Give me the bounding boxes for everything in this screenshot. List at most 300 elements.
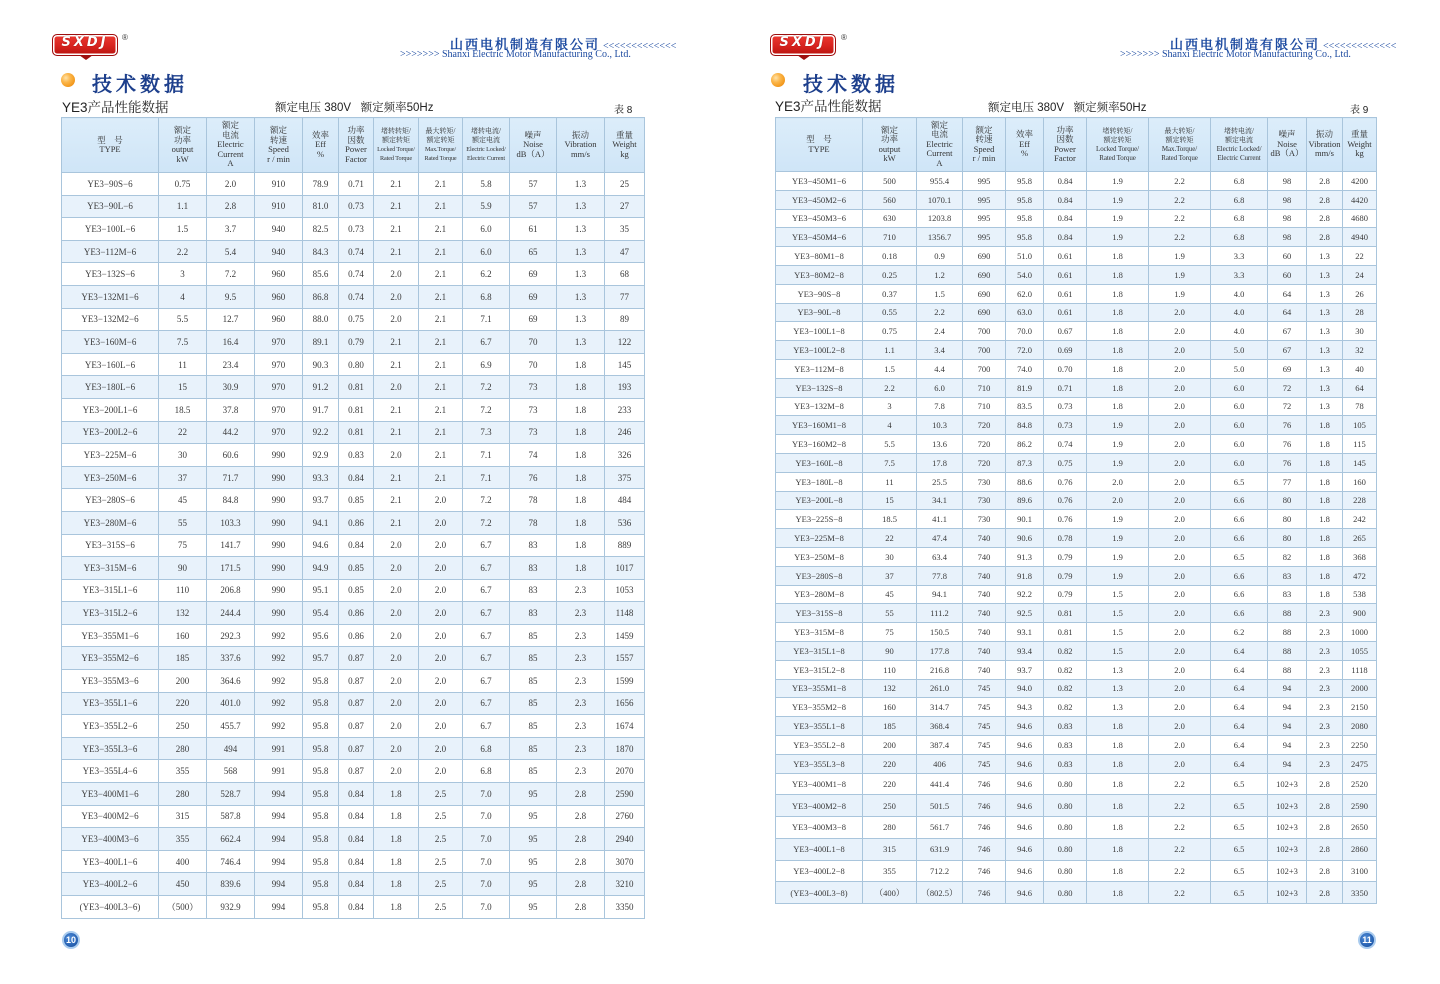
cell-output: 2.2 <box>159 240 207 263</box>
cell-speed: 746 <box>963 882 1006 904</box>
table-row <box>62 647 645 670</box>
cell-speed: 746 <box>963 817 1006 839</box>
header-line: 功率 <box>1056 124 1074 135</box>
cell-type: YE3−160L−6 <box>62 353 159 376</box>
cell-locked-current-ratio: 3.3 <box>1211 247 1268 266</box>
cell-weight: 64 <box>1343 378 1377 397</box>
cell-weight: 2250 <box>1343 735 1377 754</box>
cell-vibration: 2.8 <box>557 873 605 896</box>
cell-vibration: 1.8 <box>1307 453 1343 472</box>
cell-locked-current-ratio: 6.2 <box>463 263 510 286</box>
cell-current: 17.8 <box>917 453 963 472</box>
cell-power-factor: 0.76 <box>1044 472 1087 491</box>
cell-locked-torque-ratio: 2.0 <box>1087 491 1149 510</box>
cell-noise: 83 <box>510 534 557 557</box>
cell-vibration: 1.8 <box>1307 529 1343 548</box>
cell-output: 355 <box>863 860 917 882</box>
cell-efficiency: 70.0 <box>1006 322 1044 341</box>
cell-current: 368.4 <box>917 717 963 736</box>
header-line: 最大转矩/ <box>1164 126 1195 135</box>
table-number: 表 9 <box>1350 105 1369 116</box>
cell-vibration: 2.8 <box>1307 172 1343 191</box>
cell-power-factor: 0.84 <box>1044 190 1087 209</box>
header-line: Max.Torque/ <box>425 146 456 153</box>
company-name-en-text: Shanxi Electric Motor Manufacturing Co., Ltd. <box>441 49 631 60</box>
cell-current: 16.4 <box>207 331 255 354</box>
cell-efficiency: 94.6 <box>1006 860 1044 882</box>
cell-vibration: 1.8 <box>557 466 605 489</box>
cell-noise: 73 <box>510 421 557 444</box>
cell-efficiency: 94.6 <box>1006 717 1044 736</box>
cell-current: 2.8 <box>207 195 255 218</box>
company-name-en <box>1120 49 1351 60</box>
table-row <box>776 453 1377 472</box>
cell-locked-current-ratio: 6.8 <box>463 760 510 783</box>
cell-vibration: 1.8 <box>557 444 605 467</box>
cell-max-torque-ratio: 2.0 <box>419 715 463 738</box>
cell-power-factor: 0.84 <box>339 805 374 828</box>
cell-power-factor: 0.84 <box>339 534 374 557</box>
cell-max-torque-ratio: 2.1 <box>419 195 463 218</box>
cell-efficiency: 95.7 <box>303 647 339 670</box>
table-subtitle: YE3产品性能数据 <box>775 99 882 114</box>
cell-efficiency: 94.6 <box>1006 773 1044 795</box>
cell-type: YE3−355M3−6 <box>62 670 159 693</box>
cell-current: 7.2 <box>207 263 255 286</box>
cell-power-factor: 0.80 <box>1044 838 1087 860</box>
cell-power-factor: 0.83 <box>1044 717 1087 736</box>
table-row <box>776 717 1377 736</box>
cell-speed: 990 <box>255 602 303 625</box>
cell-output: 1.5 <box>863 359 917 378</box>
cell-locked-current-ratio: 6.8 <box>1211 228 1268 247</box>
cell-locked-torque-ratio: 1.5 <box>1087 623 1149 642</box>
cell-efficiency: 89.1 <box>303 331 339 354</box>
cell-max-torque-ratio: 2.0 <box>1149 416 1211 435</box>
cell-current: 746.4 <box>207 850 255 873</box>
cell-power-factor: 0.61 <box>1044 284 1087 303</box>
cell-type: YE3−355M1−8 <box>776 679 863 698</box>
cell-output: 45 <box>159 489 207 512</box>
cell-type: YE3−250M−8 <box>776 547 863 566</box>
cell-output: 0.37 <box>863 284 917 303</box>
header-line: dB（A） <box>1270 148 1304 159</box>
table-row <box>776 679 1377 698</box>
cell-speed: 960 <box>255 285 303 308</box>
cell-speed: 730 <box>963 491 1006 510</box>
cell-noise: 98 <box>1268 190 1307 209</box>
cell-current: 955.4 <box>917 172 963 191</box>
cell-locked-torque-ratio: 1.8 <box>1087 359 1149 378</box>
cell-power-factor: 0.80 <box>1044 817 1087 839</box>
cell-output: 75 <box>863 623 917 642</box>
cell-speed: 745 <box>963 754 1006 773</box>
cell-max-torque-ratio: 2.2 <box>1149 190 1211 209</box>
header-line: 振动 <box>571 129 589 140</box>
cell-vibration: 1.3 <box>1307 247 1343 266</box>
cell-locked-current-ratio: 6.4 <box>1211 641 1268 660</box>
cell-output: 185 <box>159 647 207 670</box>
cell-locked-current-ratio: 6.7 <box>463 670 510 693</box>
cell-weight: 40 <box>1343 359 1377 378</box>
cell-locked-torque-ratio: 1.8 <box>374 828 419 851</box>
cell-weight: 368 <box>1343 547 1377 566</box>
cell-speed: 940 <box>255 240 303 263</box>
cell-vibration: 1.3 <box>557 218 605 241</box>
cell-locked-current-ratio: 4.0 <box>1211 322 1268 341</box>
cell-current: 3.7 <box>207 218 255 241</box>
cell-speed: 994 <box>255 828 303 851</box>
cell-output: 1.1 <box>159 195 207 218</box>
cell-locked-torque-ratio: 1.9 <box>1087 453 1149 472</box>
cell-noise: 85 <box>510 692 557 715</box>
cell-locked-current-ratio: 7.0 <box>463 805 510 828</box>
cell-weight: 32 <box>1343 341 1377 360</box>
header-line: 额定 <box>975 124 993 135</box>
cell-vibration: 2.8 <box>1307 190 1343 209</box>
cell-vibration: 2.8 <box>557 896 605 919</box>
cell-locked-torque-ratio: 2.1 <box>374 218 419 241</box>
header-efficiency <box>1006 118 1044 172</box>
cell-locked-torque-ratio: 2.1 <box>374 489 419 512</box>
cell-speed: 730 <box>963 472 1006 491</box>
table-row <box>776 795 1377 817</box>
cell-current: 561.7 <box>917 817 963 839</box>
cell-efficiency: 90.6 <box>1006 529 1044 548</box>
cell-power-factor: 0.78 <box>1044 529 1087 548</box>
cell-noise: 85 <box>510 737 557 760</box>
cell-locked-current-ratio: 6.0 <box>1211 435 1268 454</box>
cell-speed: 745 <box>963 679 1006 698</box>
cell-weight: 28 <box>1343 303 1377 322</box>
cell-power-factor: 0.84 <box>339 873 374 896</box>
cell-locked-current-ratio: 6.4 <box>1211 660 1268 679</box>
cell-weight: 2860 <box>1343 838 1377 860</box>
cell-vibration: 1.3 <box>1307 284 1343 303</box>
logo-text: SXDJ <box>779 35 827 50</box>
cell-output: 0.55 <box>863 303 917 322</box>
header-line: 堵转转矩/ <box>381 127 411 135</box>
cell-noise: 95 <box>510 805 557 828</box>
cell-power-factor: 0.84 <box>339 850 374 873</box>
cell-noise: 73 <box>510 376 557 399</box>
cell-max-torque-ratio: 2.1 <box>419 285 463 308</box>
page-number: 11 <box>1362 935 1372 945</box>
cell-vibration: 1.3 <box>1307 378 1343 397</box>
cell-locked-current-ratio: 7.0 <box>463 850 510 873</box>
header-locked-torque-ratio <box>374 118 419 173</box>
cell-type: YE3−450M4−6 <box>776 228 863 247</box>
cell-noise: 85 <box>510 715 557 738</box>
cell-output: 7.5 <box>863 453 917 472</box>
cell-efficiency: 92.2 <box>303 421 339 444</box>
cell-locked-torque-ratio: 2.0 <box>374 670 419 693</box>
cell-locked-torque-ratio: 1.8 <box>1087 754 1149 773</box>
cell-power-factor: 0.82 <box>1044 641 1087 660</box>
cell-output: 220 <box>863 754 917 773</box>
header-line: 堵转电流/ <box>1224 126 1254 135</box>
cell-weight: 25 <box>605 173 645 196</box>
cell-locked-torque-ratio: 1.8 <box>1087 773 1149 795</box>
cell-weight: 3350 <box>605 896 645 919</box>
cell-locked-torque-ratio: 1.5 <box>1087 641 1149 660</box>
cell-output: 5.5 <box>159 308 207 331</box>
cell-weight: 1870 <box>605 737 645 760</box>
cell-vibration: 1.8 <box>557 398 605 421</box>
cell-type: YE3−315L2−8 <box>776 660 863 679</box>
table-row <box>62 173 645 196</box>
cell-speed: 746 <box>963 860 1006 882</box>
cell-max-torque-ratio: 2.0 <box>419 579 463 602</box>
header-line: 噪声 <box>524 129 542 140</box>
table-row <box>776 604 1377 623</box>
cell-noise: 80 <box>1268 529 1307 548</box>
cell-locked-torque-ratio: 2.0 <box>374 579 419 602</box>
cell-vibration: 1.3 <box>557 173 605 196</box>
table-row <box>62 195 645 218</box>
cell-current: 10.3 <box>917 416 963 435</box>
table-row <box>62 444 645 467</box>
cell-locked-current-ratio: 7.2 <box>463 376 510 399</box>
cell-efficiency: 95.8 <box>303 850 339 873</box>
header-line: 功率 <box>880 134 898 144</box>
header-noise <box>510 118 557 173</box>
cell-power-factor: 0.71 <box>339 173 374 196</box>
cell-power-factor: 0.81 <box>1044 623 1087 642</box>
cell-speed: 994 <box>255 783 303 806</box>
cell-type: YE3−450M3−6 <box>776 209 863 228</box>
table-row <box>776 510 1377 529</box>
cell-noise: 88 <box>1268 660 1307 679</box>
cell-noise: 69 <box>510 285 557 308</box>
table-row <box>62 896 645 919</box>
cell-max-torque-ratio: 2.0 <box>419 534 463 557</box>
cell-max-torque-ratio: 2.0 <box>1149 472 1211 491</box>
header-line: r / min <box>267 153 290 164</box>
cell-power-factor: 0.87 <box>339 715 374 738</box>
cell-speed: 746 <box>963 773 1006 795</box>
header-line: 额定电流 <box>1225 135 1253 144</box>
cell-power-factor: 0.74 <box>339 263 374 286</box>
cell-type: YE3−355L1−8 <box>776 717 863 736</box>
cell-power-factor: 0.80 <box>1044 860 1087 882</box>
cell-noise: 80 <box>1268 491 1307 510</box>
header-line: output <box>878 143 901 154</box>
cell-speed: 740 <box>963 623 1006 642</box>
header-line: Weight <box>612 139 637 150</box>
cell-type: YE3−100L2−8 <box>776 341 863 360</box>
cell-max-torque-ratio: 2.0 <box>419 760 463 783</box>
cell-speed: 990 <box>255 534 303 557</box>
cell-type: YE3−400M1−6 <box>62 783 159 806</box>
cell-type: YE3−80M2−8 <box>776 265 863 284</box>
cell-max-torque-ratio: 2.0 <box>1149 660 1211 679</box>
cell-type: YE3−160L−8 <box>776 453 863 472</box>
cell-weight: 233 <box>605 398 645 421</box>
cell-speed: 745 <box>963 717 1006 736</box>
cell-vibration: 1.8 <box>557 353 605 376</box>
cell-vibration: 2.8 <box>1307 209 1343 228</box>
cell-vibration: 2.3 <box>557 715 605 738</box>
header-line: Factor <box>1054 153 1076 163</box>
cell-power-factor: 0.84 <box>339 466 374 489</box>
header-power-factor <box>1044 118 1087 172</box>
cell-locked-current-ratio: 7.2 <box>463 489 510 512</box>
cell-locked-current-ratio: 7.0 <box>463 828 510 851</box>
header-line: Rated Torque <box>379 155 413 162</box>
cell-efficiency: 81.0 <box>303 195 339 218</box>
table-row <box>62 398 645 421</box>
cell-noise: 83 <box>1268 566 1307 585</box>
cell-output: 250 <box>159 715 207 738</box>
cell-efficiency: 95.4 <box>303 602 339 625</box>
cell-locked-torque-ratio: 1.8 <box>1087 341 1149 360</box>
cell-noise: 82 <box>1268 547 1307 566</box>
cell-speed: 700 <box>963 322 1006 341</box>
cell-output: 30 <box>159 444 207 467</box>
cell-efficiency: 93.3 <box>303 466 339 489</box>
cell-noise: 57 <box>510 173 557 196</box>
header-line: 额定 <box>269 125 287 135</box>
header-line: kW <box>176 153 189 164</box>
cell-efficiency: 93.7 <box>303 489 339 512</box>
cell-type: YE3−225S−8 <box>776 510 863 529</box>
cell-output: 185 <box>863 717 917 736</box>
header-line: Power <box>345 144 367 154</box>
cell-noise: 102+3 <box>1268 882 1307 904</box>
cell-vibration: 2.8 <box>557 783 605 806</box>
cell-max-torque-ratio: 2.0 <box>1149 604 1211 623</box>
cell-output: （400） <box>863 882 917 904</box>
cell-locked-current-ratio: 6.6 <box>1211 491 1268 510</box>
cell-weight: 30 <box>1343 322 1377 341</box>
cell-type: YE3−132S−6 <box>62 263 159 286</box>
cell-weight: 900 <box>1343 604 1377 623</box>
table-row <box>62 534 645 557</box>
cell-noise: 98 <box>1268 209 1307 228</box>
header-line: Electric Locked/ <box>1216 144 1262 153</box>
cell-power-factor: 0.84 <box>339 828 374 851</box>
cell-efficiency: 95.8 <box>303 783 339 806</box>
cell-noise: 83 <box>510 602 557 625</box>
header-line: Vibration <box>564 139 597 150</box>
header-line: Rated Torque <box>1099 153 1136 162</box>
header-line: 效率 <box>1015 129 1033 140</box>
cell-locked-torque-ratio: 1.9 <box>1087 209 1149 228</box>
cell-vibration: 1.3 <box>1307 341 1343 360</box>
registered-mark: ® <box>841 33 847 42</box>
cell-speed: 690 <box>963 247 1006 266</box>
cell-current: 5.4 <box>207 240 255 263</box>
cell-vibration: 2.8 <box>1307 838 1343 860</box>
cell-type: (YE3−400L3−8) <box>776 882 863 904</box>
cell-speed: 700 <box>963 341 1006 360</box>
cell-type: YE3−355L3−6 <box>62 737 159 760</box>
cell-power-factor: 0.73 <box>339 218 374 241</box>
cell-weight: 3210 <box>605 873 645 896</box>
cell-type: YE3−132M−8 <box>776 397 863 416</box>
cell-max-torque-ratio: 2.5 <box>419 850 463 873</box>
cell-output: 37 <box>863 566 917 585</box>
cell-power-factor: 0.82 <box>1044 698 1087 717</box>
cell-locked-torque-ratio: 2.0 <box>374 715 419 738</box>
cell-power-factor: 0.83 <box>1044 735 1087 754</box>
cell-noise: 67 <box>1268 341 1307 360</box>
cell-output: （500） <box>159 896 207 919</box>
cell-power-factor: 0.87 <box>339 670 374 693</box>
header-line: 因数 <box>1056 134 1074 144</box>
cell-type: YE3−400L2−6 <box>62 873 159 896</box>
cell-vibration: 2.3 <box>557 692 605 715</box>
cell-efficiency: 86.8 <box>303 285 339 308</box>
cell-max-torque-ratio: 2.0 <box>1149 641 1211 660</box>
header-current <box>207 118 255 173</box>
cell-current: 932.9 <box>207 896 255 919</box>
cell-locked-torque-ratio: 1.8 <box>374 783 419 806</box>
cell-current: 494 <box>207 737 255 760</box>
cell-noise: 64 <box>1268 303 1307 322</box>
cell-efficiency: 85.6 <box>303 263 339 286</box>
cell-locked-torque-ratio: 1.5 <box>1087 585 1149 604</box>
cell-noise: 60 <box>1268 247 1307 266</box>
cell-type: YE3−355M2−6 <box>62 647 159 670</box>
header-efficiency <box>303 118 339 173</box>
cell-vibration: 2.3 <box>1307 754 1343 773</box>
header-type <box>62 118 159 173</box>
header-line: 额定 <box>173 125 191 135</box>
cell-power-factor: 0.61 <box>1044 265 1087 284</box>
cell-locked-torque-ratio: 2.0 <box>374 444 419 467</box>
cell-speed: 995 <box>963 228 1006 247</box>
cell-locked-torque-ratio: 1.8 <box>374 850 419 873</box>
cell-max-torque-ratio: 2.0 <box>1149 378 1211 397</box>
cell-speed: 994 <box>255 873 303 896</box>
cell-vibration: 1.3 <box>557 308 605 331</box>
cell-locked-torque-ratio: 2.1 <box>374 466 419 489</box>
header-line: Speed <box>973 143 995 154</box>
table-row <box>62 240 645 263</box>
cell-locked-torque-ratio: 2.0 <box>374 263 419 286</box>
cell-noise: 102+3 <box>1268 860 1307 882</box>
cell-locked-torque-ratio: 1.8 <box>1087 882 1149 904</box>
header-line: Electric <box>926 138 953 149</box>
cell-type: YE3−90S−8 <box>776 284 863 303</box>
cell-output: 0.25 <box>863 265 917 284</box>
cell-speed: 740 <box>963 604 1006 623</box>
company-name-arrows: <<<<<<<<<<<<< <box>1323 41 1397 52</box>
cell-weight: 89 <box>605 308 645 331</box>
cell-max-torque-ratio: 2.1 <box>419 240 463 263</box>
cell-efficiency: 95.8 <box>303 896 339 919</box>
cell-output: 630 <box>863 209 917 228</box>
cell-locked-current-ratio: 6.5 <box>1211 817 1268 839</box>
cell-locked-torque-ratio: 2.0 <box>374 602 419 625</box>
cell-speed: 992 <box>255 624 303 647</box>
cell-locked-torque-ratio: 1.8 <box>1087 247 1149 266</box>
cell-weight: 47 <box>605 240 645 263</box>
cell-noise: 76 <box>1268 453 1307 472</box>
cell-current: 34.1 <box>917 491 963 510</box>
cell-efficiency: 84.3 <box>303 240 339 263</box>
cell-locked-torque-ratio: 2.1 <box>374 421 419 444</box>
header-line: Electric Locked/ <box>466 146 506 153</box>
logo-emblem-icon <box>79 55 93 60</box>
cell-power-factor: 0.84 <box>1044 172 1087 191</box>
cell-locked-current-ratio: 3.3 <box>1211 265 1268 284</box>
cell-max-torque-ratio: 2.0 <box>1149 303 1211 322</box>
bullet-icon <box>771 73 785 87</box>
header-line: Noise <box>523 139 543 150</box>
